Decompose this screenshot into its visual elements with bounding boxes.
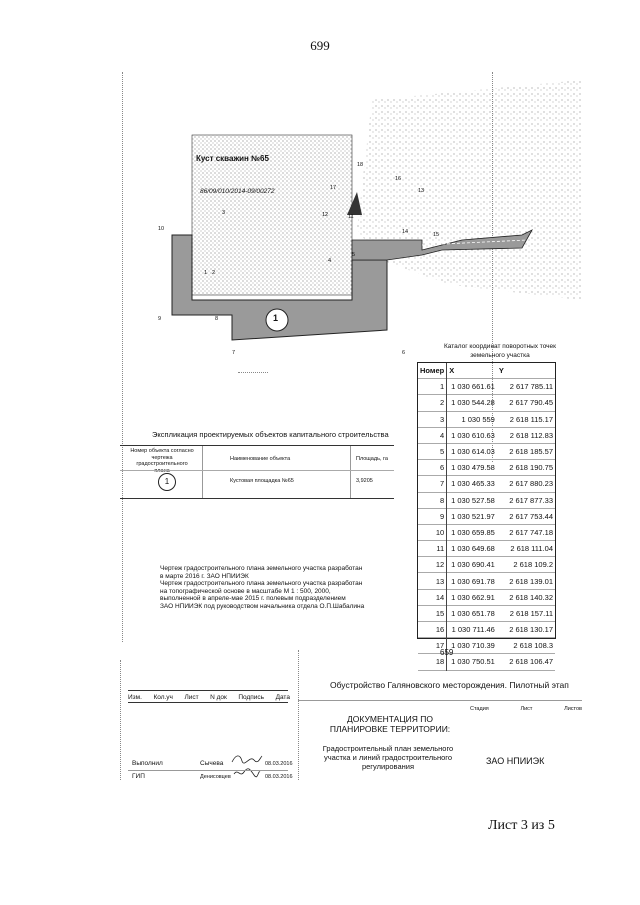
signature-icon [230, 752, 264, 766]
catalog-row [418, 638, 555, 654]
catalog-cell-y: 2 617 747.18 [509, 527, 553, 537]
stamp-rule [298, 700, 582, 701]
catalog-cell-y: 2 617 880.23 [509, 479, 553, 489]
explication-row-area: 3,9205 [356, 478, 373, 484]
note-line: ЗАО НПИИЭК под руководством начальника отдела О.П.Шабалина [160, 602, 365, 610]
catalog-cell-number: 13 [418, 573, 447, 589]
catalog-cell-number: 3 [418, 411, 447, 427]
note-line: на топографической основе в масштабе М 1 : 500, 2000, [160, 587, 331, 595]
doc-title-line1: ДОКУМЕНТАЦИЯ ПО [347, 714, 433, 724]
catalog-cell-x: 1 030 711.46 [451, 625, 495, 635]
catalog-cell-y: 2 618 185.57 [509, 447, 553, 457]
explication-col2: Наименование объекта [230, 456, 291, 462]
page-number: 699 [310, 38, 330, 53]
point-label: 18 [357, 162, 364, 168]
rev-header: Кол.уч [153, 694, 173, 701]
catalog-row [418, 476, 555, 492]
point-label: 6 [402, 350, 406, 356]
catalog-row [418, 541, 555, 557]
stage-headers [470, 706, 582, 712]
explication-row-number: 1 [158, 473, 176, 491]
cadastral-number: 86/09/010/2014-09/00272 [200, 188, 275, 195]
organization: ЗАО НПИИЭК [486, 756, 545, 766]
desc-line1: Градостроительный план земельного [322, 744, 454, 753]
point-label: 8 [215, 316, 219, 322]
catalog-cell-number: 4 [418, 427, 447, 443]
catalog-row [418, 524, 555, 540]
person-date: 08.03.2016 [265, 761, 293, 767]
stamp-rule [128, 690, 288, 691]
note-line: в марте 2016 г. ЗАО НПИИЭК [160, 572, 249, 580]
note-line: Чертеж градостроительного плана земельного участка разработан [160, 565, 363, 572]
person-role: Выполнил [132, 760, 163, 767]
catalog-cell-x: 1 030 661.61 [451, 382, 495, 392]
point-label: 2 [212, 270, 216, 276]
sheet-number: Лист 3 из 5 [488, 818, 555, 833]
catalog-row [418, 589, 555, 605]
catalog-cell-x: 1 030 690.41 [451, 560, 495, 570]
catalog-cell-x: 1 030 659.85 [451, 527, 495, 537]
catalog-cell-y: 2 618 108.3 [513, 641, 553, 651]
point-label: 7 [232, 350, 236, 356]
catalog-row [418, 573, 555, 589]
catalog-cell-x: 1 030 691.78 [451, 576, 495, 586]
catalog-cell-number: 11 [418, 541, 447, 557]
note-line: выполненной в апреле-мае 2015 г. полевым подразделением [160, 595, 346, 603]
object-marker: 1 [273, 313, 279, 323]
catalog-cell-y: 2 618 109.2 [513, 560, 553, 570]
point-label: 4 [328, 258, 332, 264]
catalog-cell-x: 1 030 651.78 [451, 608, 495, 618]
rev-header: Подпись [238, 694, 265, 701]
catalog-cell-x: 1 030 610.63 [451, 430, 495, 440]
catalog-cell-x: 1 030 649.68 [451, 544, 495, 554]
point-label: 10 [158, 226, 165, 232]
project-name: Обустройство Галяновского месторождения. Пилотный этап [330, 680, 569, 690]
catalog-row [418, 395, 555, 411]
catalog-cell-y: 2 618 139.01 [509, 576, 553, 586]
catalog-title-line1: Каталог координат поворотных точек [443, 343, 557, 350]
frame-left-line-bottom [120, 660, 121, 780]
terrain-area [357, 80, 582, 300]
catalog-cell-x: 1 030 750.51 [451, 657, 495, 667]
explication-row-name: Кустовая площадка №65 [230, 478, 294, 484]
catalog-cell-x: 1 030 465.33 [451, 479, 495, 489]
catalog-row [418, 605, 555, 621]
stamp-rule [128, 702, 288, 703]
well-pad-title: Куст скважин №65 [196, 154, 269, 163]
point-label: 3 [222, 210, 226, 216]
catalog-row [418, 492, 555, 508]
catalog-cell-number: 10 [418, 524, 447, 540]
site-plan [122, 80, 582, 370]
point-label: 5 [352, 252, 356, 258]
catalog-box [417, 362, 556, 667]
catalog-cell-x: 1 030 479.58 [451, 463, 495, 473]
point-label: 1 [204, 270, 208, 276]
doc-title [320, 714, 460, 734]
rev-header: Дата [275, 694, 290, 701]
catalog-cell-number: 12 [418, 557, 447, 573]
catalog-row [418, 508, 555, 524]
catalog-row [418, 427, 555, 443]
stage-header: Лист [520, 706, 533, 712]
catalog-cell-y: 2 618 106.47 [509, 657, 553, 667]
doc-title-line2: ПЛАНИРОВКЕ ТЕРРИТОРИИ: [329, 724, 451, 734]
person-date: 08.03.2016 [265, 774, 293, 780]
catalog-cell-number: 14 [418, 589, 447, 605]
catalog-footer-number: 659 [440, 648, 454, 657]
point-label: 11 [348, 214, 354, 220]
catalog-cell-y: 2 618 111.04 [510, 544, 553, 554]
title-block [122, 660, 582, 790]
point-label: 12 [322, 212, 329, 218]
catalog-cell-x: 1 030 614.03 [451, 447, 495, 457]
catalog-cell-number: 1 [418, 379, 447, 395]
point-label: 14 [402, 229, 409, 235]
catalog-title-line2: земельного участка [470, 352, 530, 359]
catalog-row [418, 379, 555, 395]
note-line: Чертеж градостроительного плана земельного участка разработан [160, 580, 363, 588]
catalog-cell-y: 2 617 790.45 [509, 398, 553, 408]
drawing-notes [160, 565, 410, 611]
catalog-header-x: X [449, 366, 455, 376]
catalog-cell-y: 2 618 140.32 [509, 592, 553, 602]
stage-header: Стадия [470, 706, 489, 712]
explication-divider [350, 446, 351, 498]
catalog-header-number: Номер [418, 363, 447, 379]
scale-dots [238, 372, 268, 373]
explication-divider [202, 446, 203, 498]
signature-icon [232, 766, 262, 780]
explication-col3: Площадь, га [356, 456, 388, 462]
explication-col1: Номер объекта согласно чертежа градостроительного плана [130, 448, 194, 474]
catalog-cell-number: 17 [418, 638, 447, 654]
catalog-cell-x: 1 030 559 [461, 414, 495, 424]
catalog-cell-number: 16 [418, 622, 447, 638]
stage-header: Листов [564, 706, 582, 712]
catalog-title [420, 342, 580, 360]
catalog-header-y: Y [498, 366, 504, 376]
catalog-row [418, 557, 555, 573]
explication-table [120, 445, 394, 499]
point-label: 16 [395, 176, 402, 182]
catalog-cell-x: 1 030 527.58 [451, 495, 495, 505]
catalog-table [418, 363, 555, 671]
catalog-cell-x: 1 030 662.91 [451, 592, 495, 602]
catalog-cell-y: 2 618 190.75 [509, 463, 553, 473]
catalog-row [418, 622, 555, 638]
catalog-row [418, 411, 555, 427]
explication-title: Экспликация проектируемых объектов капитального строительства [152, 430, 389, 439]
catalog-row [418, 443, 555, 459]
rev-header: N док [210, 694, 227, 701]
catalog-cell-number: 5 [418, 443, 447, 459]
person-name: Сычева [200, 760, 224, 767]
catalog-cell-number: 6 [418, 460, 447, 476]
catalog-cell-y: 2 618 130.17 [509, 625, 553, 635]
person-name: Денисовцев [200, 774, 231, 780]
catalog-cell-y: 2 617 753.44 [509, 511, 553, 521]
rev-header: Изм. [128, 694, 142, 701]
catalog-row [418, 460, 555, 476]
catalog-cell-number: 18 [418, 654, 447, 670]
point-label: 15 [433, 232, 440, 238]
person-role: ГИП [132, 773, 145, 780]
desc-line3: регулирования [361, 762, 415, 771]
catalog-cell-x: 1 030 521.97 [451, 511, 495, 521]
catalog-cell-number: 8 [418, 492, 447, 508]
catalog-cell-x: 1 030 544.28 [451, 398, 495, 408]
catalog-cell-y: 2 617 785.11 [509, 382, 553, 392]
desc-line2: участка и линий градостроительного [323, 753, 453, 762]
catalog-cell-y: 2 617 877.33 [509, 495, 553, 505]
rev-header: Лист [184, 694, 199, 701]
catalog-cell-number: 9 [418, 508, 447, 524]
catalog-cell-number: 2 [418, 395, 447, 411]
stamp-rule [128, 770, 288, 771]
catalog-cell-number: 15 [418, 605, 447, 621]
explication-row-line [120, 470, 394, 471]
point-label: 13 [418, 188, 425, 194]
catalog-header-row [418, 363, 555, 379]
catalog-cell-y: 2 618 112.83 [509, 430, 553, 440]
point-label: 9 [158, 316, 162, 322]
revision-headers [128, 694, 290, 701]
catalog-cell-x: 1 030 710.39 [451, 641, 495, 651]
catalog-cell-y: 2 618 157.11 [509, 608, 553, 618]
catalog-cell-number: 7 [418, 476, 447, 492]
catalog-cell-y: 2 618 115.17 [509, 414, 553, 424]
doc-description [308, 744, 468, 771]
point-label: 17 [330, 185, 337, 191]
